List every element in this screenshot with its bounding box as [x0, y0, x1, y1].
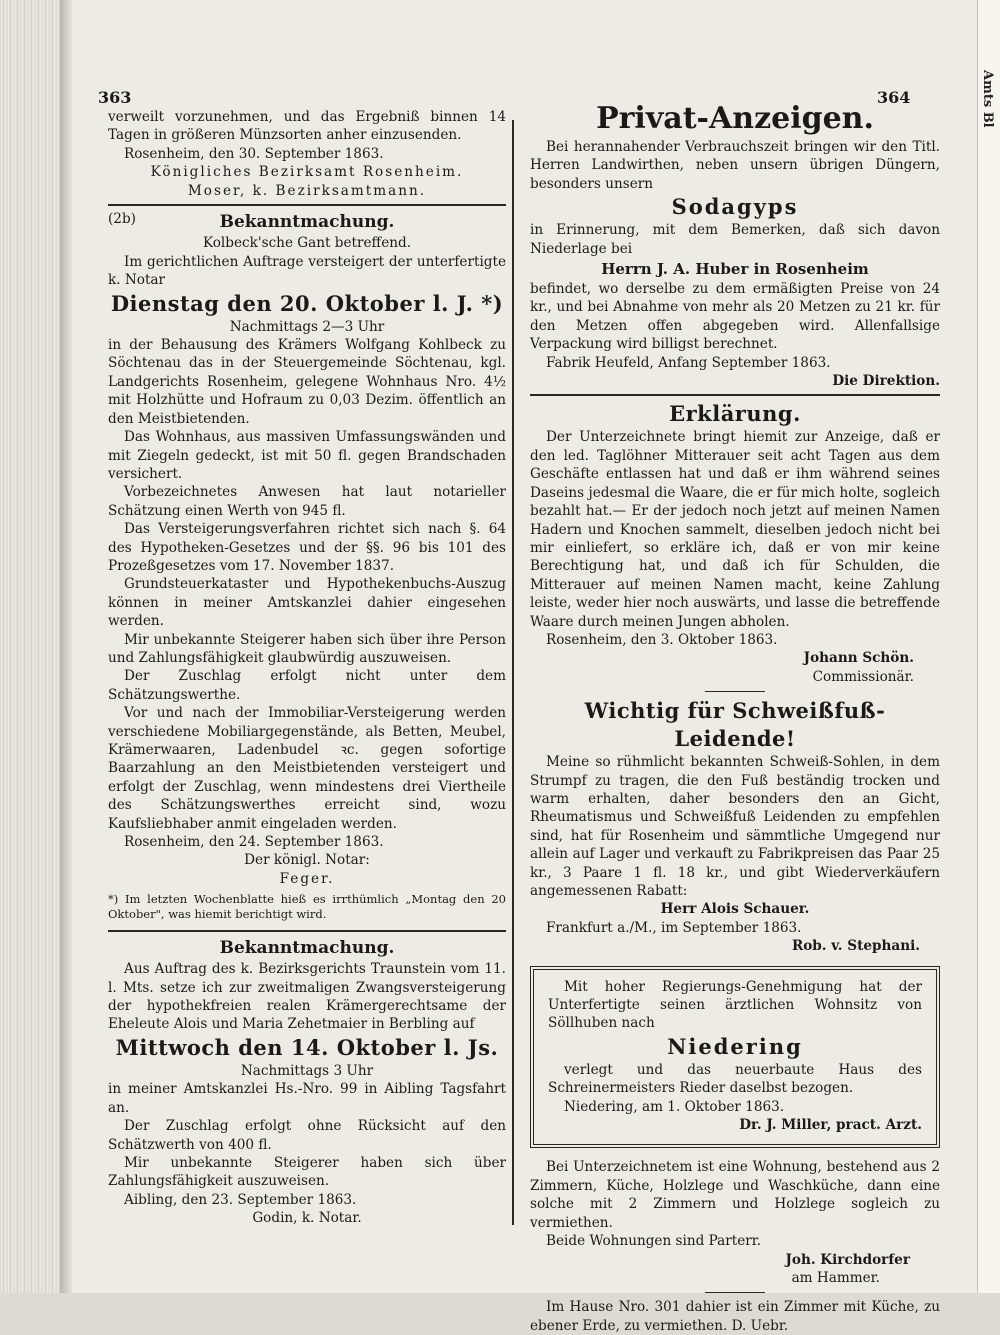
notice-title: Bekanntmachung. — [219, 938, 395, 959]
notice-number: (2b) — [108, 211, 136, 228]
notice-paragraph: Das Wohnhaus, aus massiven Umfassungswänden und mit Ziegeln gedeckt, ist mit 50 fl. gegen Brandschaden versichert. — [108, 429, 506, 482]
notice-paragraph: Vor und nach der Immobiliar-Versteigerung werden verschiedene Mobiliargegenstände, als Betten, Meubel, Krämerwaaren, Ladenbudel ꝛc. gegen sofortige Baarzahlung an den Meistbietenden versteigert und erfolgt der Zuschlag, wenn mindestens drei Viertheile des Schätzungswerthes erreicht sind, wozu Kaufsliebhaber anmit eingeladen werden. — [108, 705, 506, 832]
continued-place-date: Rosenheim, den 30. September 1863. — [124, 145, 384, 162]
ad-paragraph: Bei herannahender Verbrauchszeit bringen wir den Titl. Herren Landwirthen, neben unsern übrigen Düngern, besonders unsern — [530, 139, 940, 192]
auction-time: Nachmittags 3 Uhr — [240, 1062, 374, 1079]
ad-place-date: Rosenheim, den 3. Oktober 1863. — [546, 631, 778, 648]
ad-signature: Die Direktion. — [832, 373, 940, 390]
notice-place-date: Rosenheim, den 24. September 1863. — [124, 834, 384, 851]
ad-signature: Joh. Kirchdorfer — [785, 1251, 910, 1268]
ad-paragraph: Mit hoher Regierungs-Genehmigung hat der Unterfertigte seinen ärztlichen Wohnsitz von Söllhuben nach — [548, 978, 922, 1032]
ad-place-date: Frankfurt a./M., im September 1863. — [546, 919, 802, 936]
next-page-edge — [977, 0, 1000, 1293]
next-page-text: Amts Bl — [980, 70, 995, 128]
notice-paragraph: Mir unbekannte Steigerer haben sich über ihre Person und Zahlungsfähigkeit glaubwürdig auszuweisen. — [108, 631, 506, 666]
ad-declaration — [530, 400, 940, 686]
ad-paragraph: in Erinnerung, mit dem Bemerken, daß sich davon Niederlage bei — [530, 222, 940, 257]
ad-place-date: Fabrik Heufeld, Anfang September 1863. — [546, 354, 831, 371]
divider — [108, 204, 506, 206]
column-rule — [512, 120, 514, 1225]
ad-signature: Dr. J. Miller, pract. Arzt. — [739, 1117, 922, 1134]
stacked-page-edges — [0, 0, 60, 1293]
notice-title: Bekanntmachung. — [219, 212, 395, 233]
ad-paragraph: Im Hause Nro. 301 dahier ist ein Zimmer mit Küche, zu ebener Erde, zu vermiethen. D. Uebr. — [530, 1299, 940, 1334]
ad-paragraph: verlegt und das neuerbaute Haus des Schreinermeisters Rieder daselbst bezogen. — [548, 1061, 922, 1097]
notice-paragraph: Der Zuschlag erfolgt ohne Rücksicht auf den Schätzwerth von 400 fl. — [108, 1118, 506, 1153]
notice-paragraph: Grundsteuerkataster und Hypothekenbuchs-Auszug können in meiner Amtskanzlei dahier eingesehen werden. — [108, 576, 506, 630]
notice-paragraph: in meiner Amtskanzlei Hs.-Nro. 99 in Aibling Tagsfahrt an. — [108, 1081, 506, 1116]
notice-paragraph: in der Behausung des Krämers Wolfgang Kohlbeck zu Söchtenau das in der Steuergemeinde Söchtenau, kgl. Landgerichts Rosenheim, gelegene Wohnhaus Nro. 4½ mit Holzhütte und Hofraum zu 0,03 Dezim. öffentlich an den Meistbietenden. — [108, 337, 506, 427]
continued-text: verweilt vorzunehmen, und das Ergebniß binnen 14 Tagen in größeren Münzsorten anher einzusenden. — [108, 109, 506, 144]
section-heading: Privat-Anzeigen. — [596, 101, 874, 136]
page-number-left: 363 — [98, 88, 132, 107]
ad-title: Wichtig für Schweißfuß-Leidende! — [584, 698, 886, 752]
notice-paragraph: Vorbezeichnetes Anwesen hat laut notarieller Schätzung einen Werth von 945 fl. — [108, 484, 506, 519]
ad-title: Erklärung. — [669, 401, 801, 427]
short-divider — [705, 691, 765, 692]
notice-signature: Godin, k. Notar. — [252, 1210, 362, 1227]
notice-paragraph: Mir unbekannte Steigerer haben sich über Zahlungsfähigkeit auszuweisen. — [108, 1154, 506, 1190]
divider — [530, 394, 940, 396]
notice-paragraph: Im gerichtlichen Auftrage versteigert der unterfertigte k. Notar — [108, 253, 506, 289]
ad-paragraph: Meine so rühmlicht bekannten Schweiß-Sohlen, in dem Strumpf zu tragen, die den Fuß beständig trocken und warm erhalten, daher besonders den an Gicht, Rheumatismus und Schweißfuß Leidenden zu empfehlen sind, hat für Rosenheim und sämmtliche Umgegend nur allein auf Lager und verkauft zu Fabrikpreisen das Paar 25 kr., 3 Paare 1 fl. 18 kr., und gibt Wiederverkäufern angemessenen Rabatt: — [530, 754, 940, 899]
footnote: *) Im letzten Wochenblatte hieß es irrthümlich „Montag den 20 Oktober", was hiemit berichtigt wird. — [108, 892, 506, 922]
ad-agent: Herrn J. A. Huber in Rosenheim — [601, 260, 869, 279]
notice-zehetmaier — [108, 936, 506, 1227]
auction-time: Nachmittags 2—3 Uhr — [229, 318, 385, 335]
ad-paragraph: befindet, wo derselbe zu dem ermäßigten Preise von 24 kr., und bei Abnahme von mehr als 20 Metzen zu 21 kr. für den Metzen offen abgegeben wird. Allenfallsige Verpackung wird billigst berechnet. — [530, 281, 940, 353]
ad-place-date: Niedering, am 1. Oktober 1863. — [564, 1098, 785, 1115]
divider — [108, 930, 506, 932]
book-gutter — [60, 0, 72, 1293]
ad-physician-box — [530, 966, 940, 1149]
notice-paragraph: Das Versteigerungsverfahren richtet sich nach §. 64 des Hypotheken-Gesetzes und der §§. 96 bis 101 des Prozeßgesetzes vom 17. November 1837. — [108, 521, 506, 574]
ad-signature: Johann Schön. — [803, 650, 914, 667]
ad-paragraph: Bei Unterzeichnetem ist eine Wohnung, bestehend aus 2 Zimmern, Küche, Holzlege und Waschküche, dann eine solche mit 2 Zimmern und Holzlege sogleich zu vermiethen. — [530, 1159, 940, 1231]
right-column — [530, 100, 940, 1335]
auction-date: Mittwoch den 14. Oktober l. Js. — [115, 1034, 499, 1060]
notice-signature: Feger. — [279, 870, 335, 887]
notice-paragraph: Aus Auftrag des k. Bezirksgerichts Traunstein vom 11. l. Mts. setze ich zur zweitmaligen Zwangsversteigerung der hypothekfreien realen Krämergerechtsame der Eheleute Alois und Maria Zehetmaier in Berbling auf — [108, 961, 506, 1033]
auction-date: Dienstag den 20. Oktober l. J. *) — [110, 290, 504, 316]
ad-place-name: Niedering — [667, 1033, 803, 1059]
ad-apartment — [530, 1158, 940, 1287]
notice-kolbeck — [108, 210, 506, 922]
notice-paragraph: Der Zuschlag erfolgt nicht unter dem Schätzungswerthe. — [108, 668, 506, 703]
notice-place-date: Aibling, den 23. September 1863. — [124, 1191, 357, 1208]
ad-product-name: Sodagyps — [671, 194, 799, 220]
notice-signature-title: Der königl. Notar: — [244, 852, 370, 869]
continued-authority: Königliches Bezirksamt Rosenheim. — [150, 164, 464, 181]
ad-paragraph: Der Unterzeichnete bringt hiemit zur Anzeige, daß er den led. Taglöhner Mitterauer seit acht Tagen aus dem Geschäfte entlassen hat und daß er ihm während seines Daseins jedesmal die Waare, die er für mich holte, sogleich bezahlt hat.— Er der jedoch noch jetzt auf meinen Namen Hadern und Knochen sammelt, dieselben jedoch nicht bei mir einliefert, so erkläre ich, daß er von mir keine Berechtigung hat, und daß ich für Schulden, die Mitterauer auf meinen Namen macht, keine Zahlung leiste, weder hier noch auswärts, und lasse die betreffende Waare durch meinen Jungen abholen. — [530, 429, 940, 630]
continued-signature: Moser, k. Bezirksamtmann. — [187, 182, 427, 199]
ad-paragraph: Herr Alois Schauer. — [660, 901, 810, 918]
ad-paragraph: Beide Wohnungen sind Parterr. — [546, 1233, 762, 1250]
short-divider — [705, 1292, 765, 1293]
notice-subject: Kolbeck'sche Gant betreffend. — [202, 235, 412, 252]
ad-signature-title: Commissionär. — [812, 668, 914, 685]
ad-sweat-soles — [530, 697, 940, 955]
ad-sodagyps — [530, 138, 940, 390]
ad-signature: Rob. v. Stephani. — [791, 938, 920, 955]
page-number-right: 364 — [877, 88, 911, 107]
ad-room — [530, 1298, 940, 1335]
ad-signature-title: am Hammer. — [791, 1269, 880, 1286]
left-column — [108, 108, 506, 1228]
